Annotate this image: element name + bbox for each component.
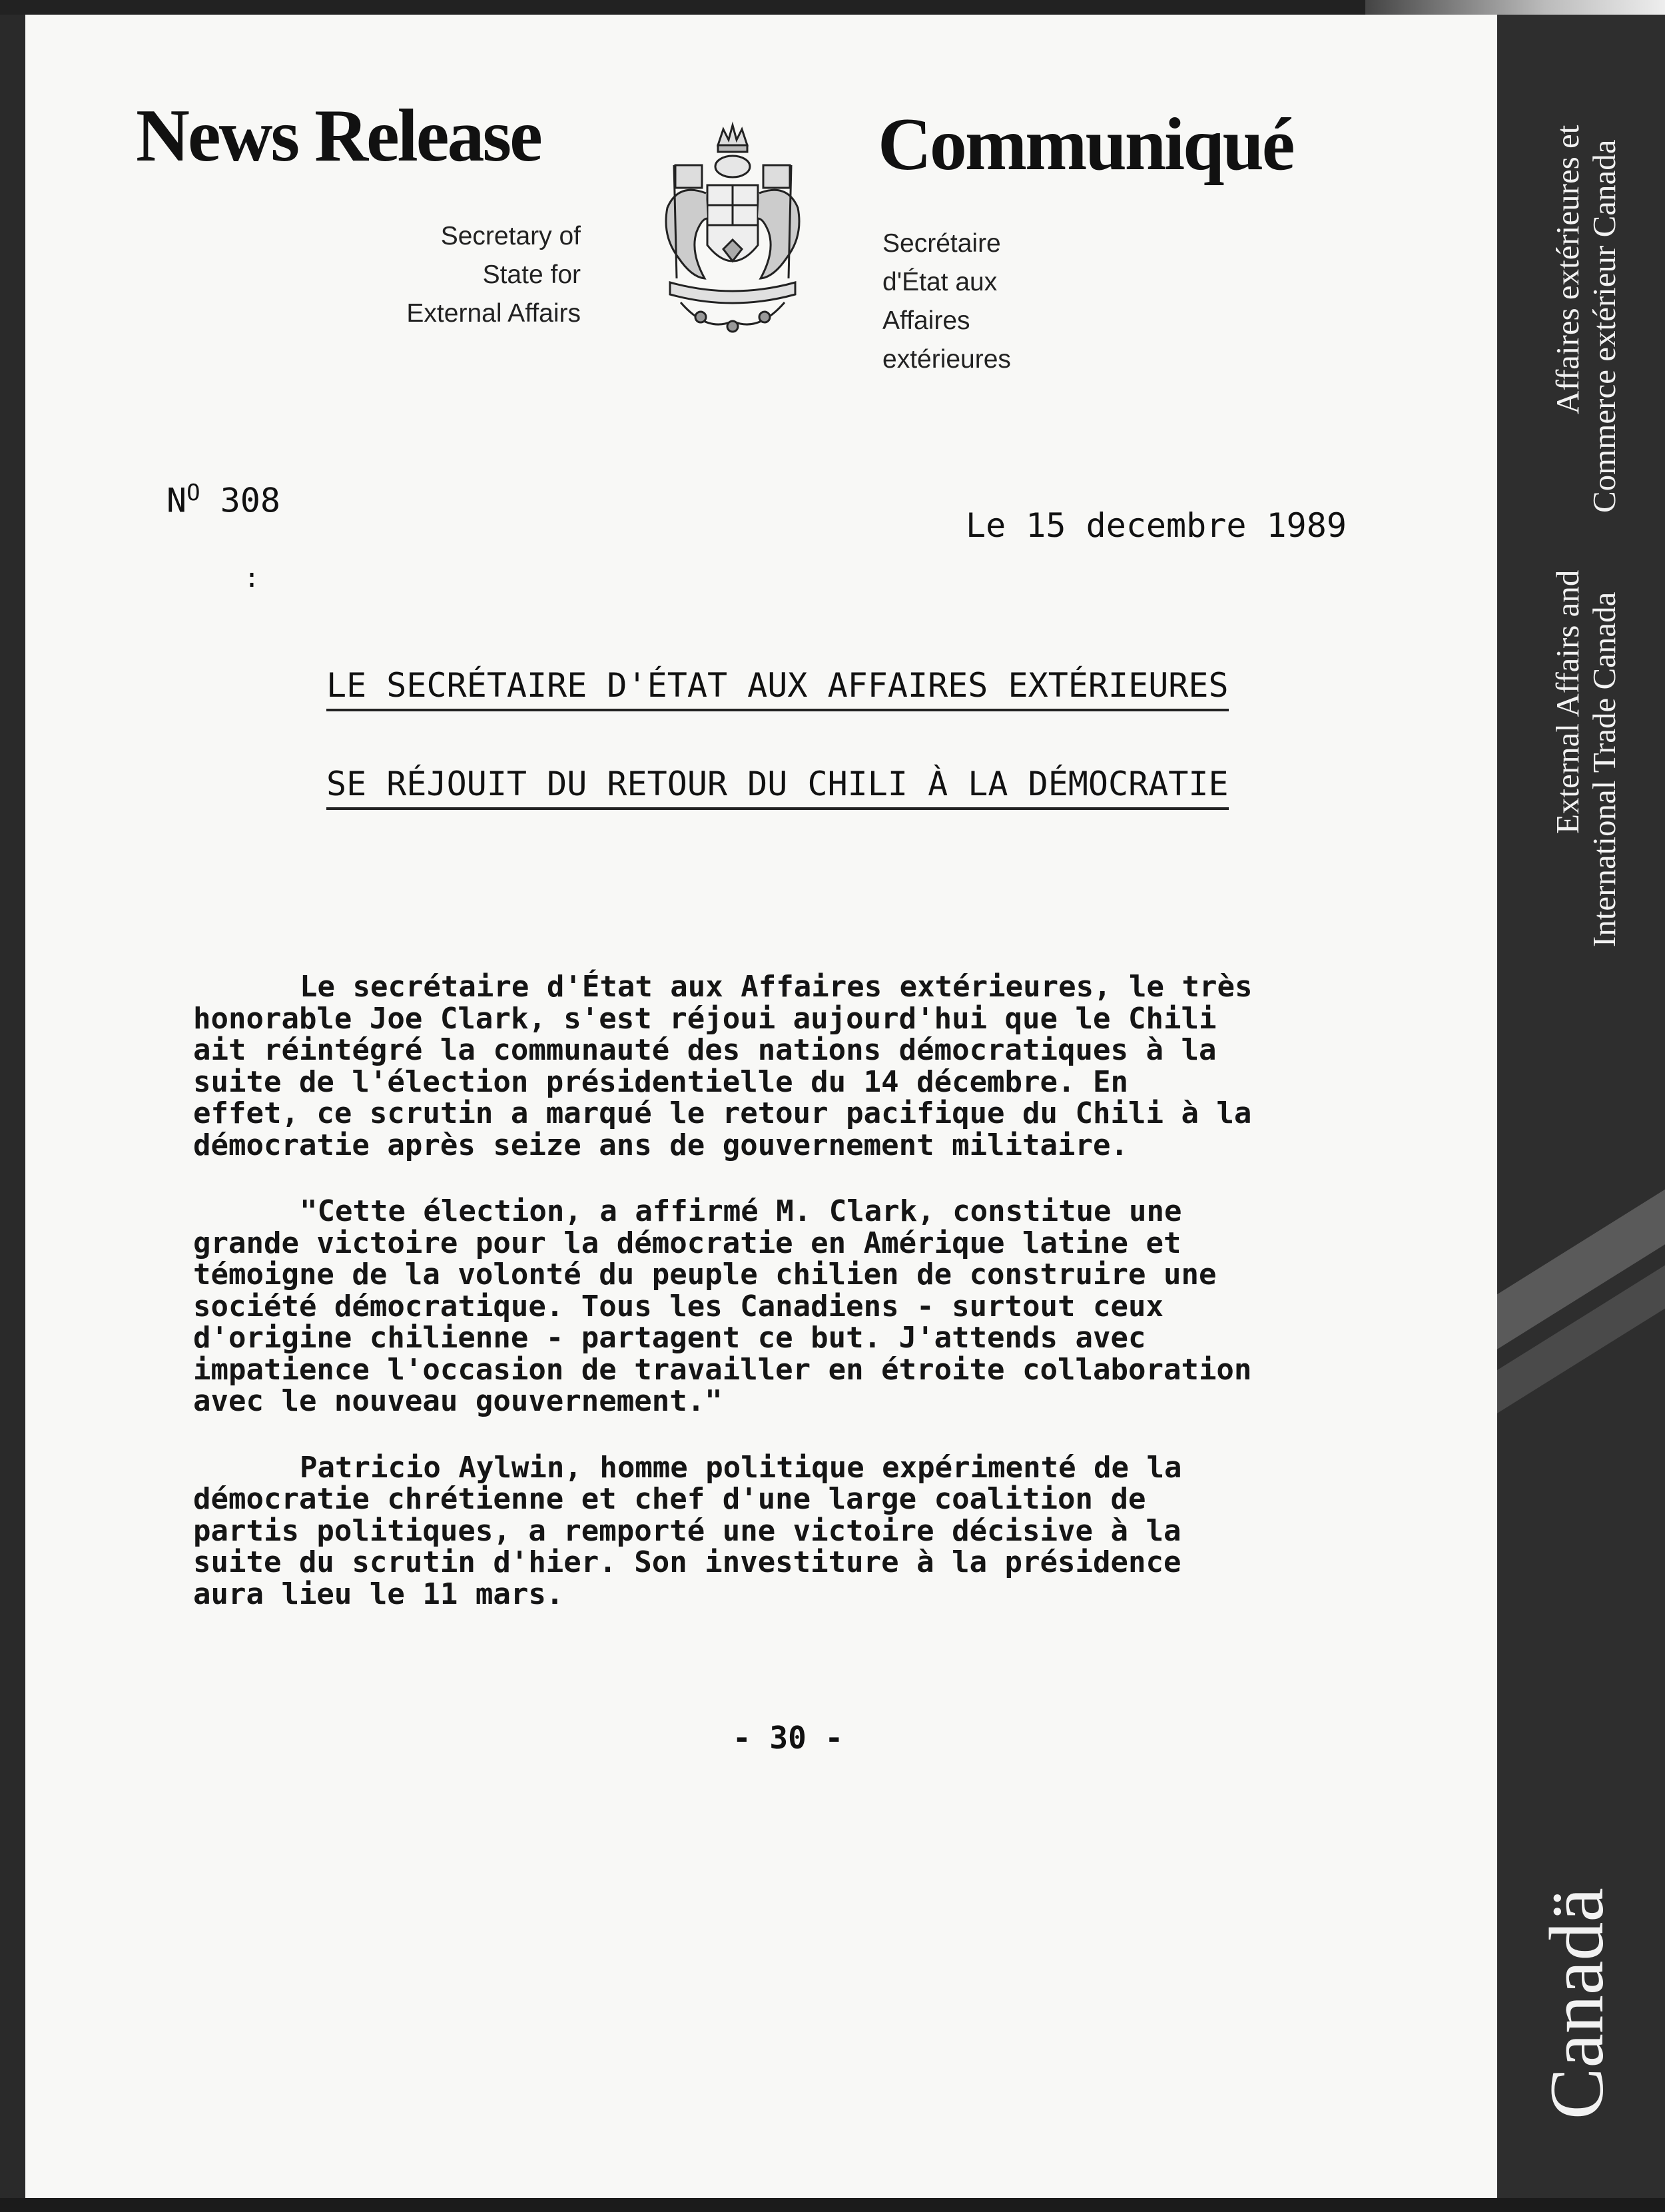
body-line: grande victoire pour la démocratie en Amérique latine et	[193, 1226, 1181, 1260]
band-text-fr-2: Commerce extérieur Canada	[1586, 139, 1622, 513]
release-date: Le 15 decembre 1989	[966, 506, 1347, 545]
body-line: d'origine chilienne - partagent ce but. J'attends avec	[193, 1321, 1146, 1355]
body-line: "Cette élection, a affirmé M. Clark, constitue une	[300, 1194, 1182, 1228]
body-line: avec le nouveau gouvernement."	[193, 1384, 723, 1418]
release-body	[193, 971, 1412, 1645]
issuer-en-line: State for	[482, 260, 581, 289]
issuer-fr	[882, 224, 1096, 379]
headline-line-2: SE RÉJOUIT DU RETOUR DU CHILI À LA DÉMOCRATIE	[326, 765, 1229, 810]
body-line: effet, ce scrutin a marqué le retour pacifique du Chili à la	[193, 1096, 1252, 1130]
title-communique: Communiqué	[878, 103, 1293, 186]
scan-left-edge	[0, 15, 25, 2212]
release-number-value: 308	[200, 481, 281, 520]
title-news-release: News Release	[136, 95, 541, 177]
body-line: Le secrétaire d'État aux Affaires extérieures, le très	[300, 970, 1253, 1004]
scan-bottom-edge	[0, 2198, 1665, 2212]
body-paragraph	[193, 1196, 1412, 1417]
body-line: démocratie chrétienne et chef d'une large coalition de	[193, 1482, 1146, 1516]
band-text-en-1: External Affairs and	[1549, 569, 1586, 834]
body-line: suite du scrutin d'hier. Son investiture à la présidence	[193, 1545, 1181, 1579]
issuer-en-line: Secretary of	[440, 222, 581, 250]
release-number	[166, 480, 280, 520]
body-line: démocratie après seize ans de gouvernement militaire.	[193, 1128, 1128, 1162]
coat-of-arms-icon	[654, 119, 811, 338]
issuer-fr-line: Secrétaire	[882, 229, 1001, 258]
body-line: aura lieu le 11 mars.	[193, 1577, 564, 1611]
page-number: - 30 -	[733, 1720, 844, 1756]
body-line: société démocratique. Tous les Canadiens - surtout ceux	[193, 1289, 1164, 1323]
body-line: partis politiques, a remporté une victoire décisive à la	[193, 1513, 1181, 1548]
issuer-en-line: External Affairs	[406, 299, 581, 328]
headline-line-1: LE SECRÉTAIRE D'ÉTAT AUX AFFAIRES EXTÉRIEURES	[326, 666, 1229, 711]
stray-mark: :	[244, 563, 260, 593]
canada-wordmark: Canadä	[1534, 1888, 1620, 2119]
issuer-en	[381, 217, 581, 333]
issuer-fr-line: Affaires	[882, 306, 970, 335]
release-number-prefix: N	[166, 481, 187, 520]
body-line: honorable Joe Clark, s'est réjoui aujourd'hui que le Chili	[193, 1001, 1217, 1036]
body-line: témoigne de la volonté du peuple chilien de construire une	[193, 1258, 1217, 1291]
body-line: ait réintégré la communauté des nations démocratiques à la	[193, 1033, 1217, 1067]
body-line: suite de l'élection présidentielle du 14 décembre. En	[193, 1064, 1128, 1099]
body-paragraph	[193, 971, 1412, 1161]
scan-top-edge-highlight	[1365, 0, 1665, 15]
issuer-fr-line: extérieures	[882, 345, 1011, 374]
band-text-fr-1: Affaires extérieures et	[1549, 125, 1586, 414]
band-text-en-2: International Trade Canada	[1586, 591, 1622, 947]
body-line: Patricio Aylwin, homme politique expérimenté de la	[300, 1450, 1182, 1485]
body-line: impatience l'occasion de travailler en étroite collaboration	[193, 1352, 1252, 1387]
issuer-fr-line: d'État aux	[882, 268, 998, 296]
body-paragraph	[193, 1452, 1412, 1611]
release-number-superscript: O	[186, 480, 200, 506]
